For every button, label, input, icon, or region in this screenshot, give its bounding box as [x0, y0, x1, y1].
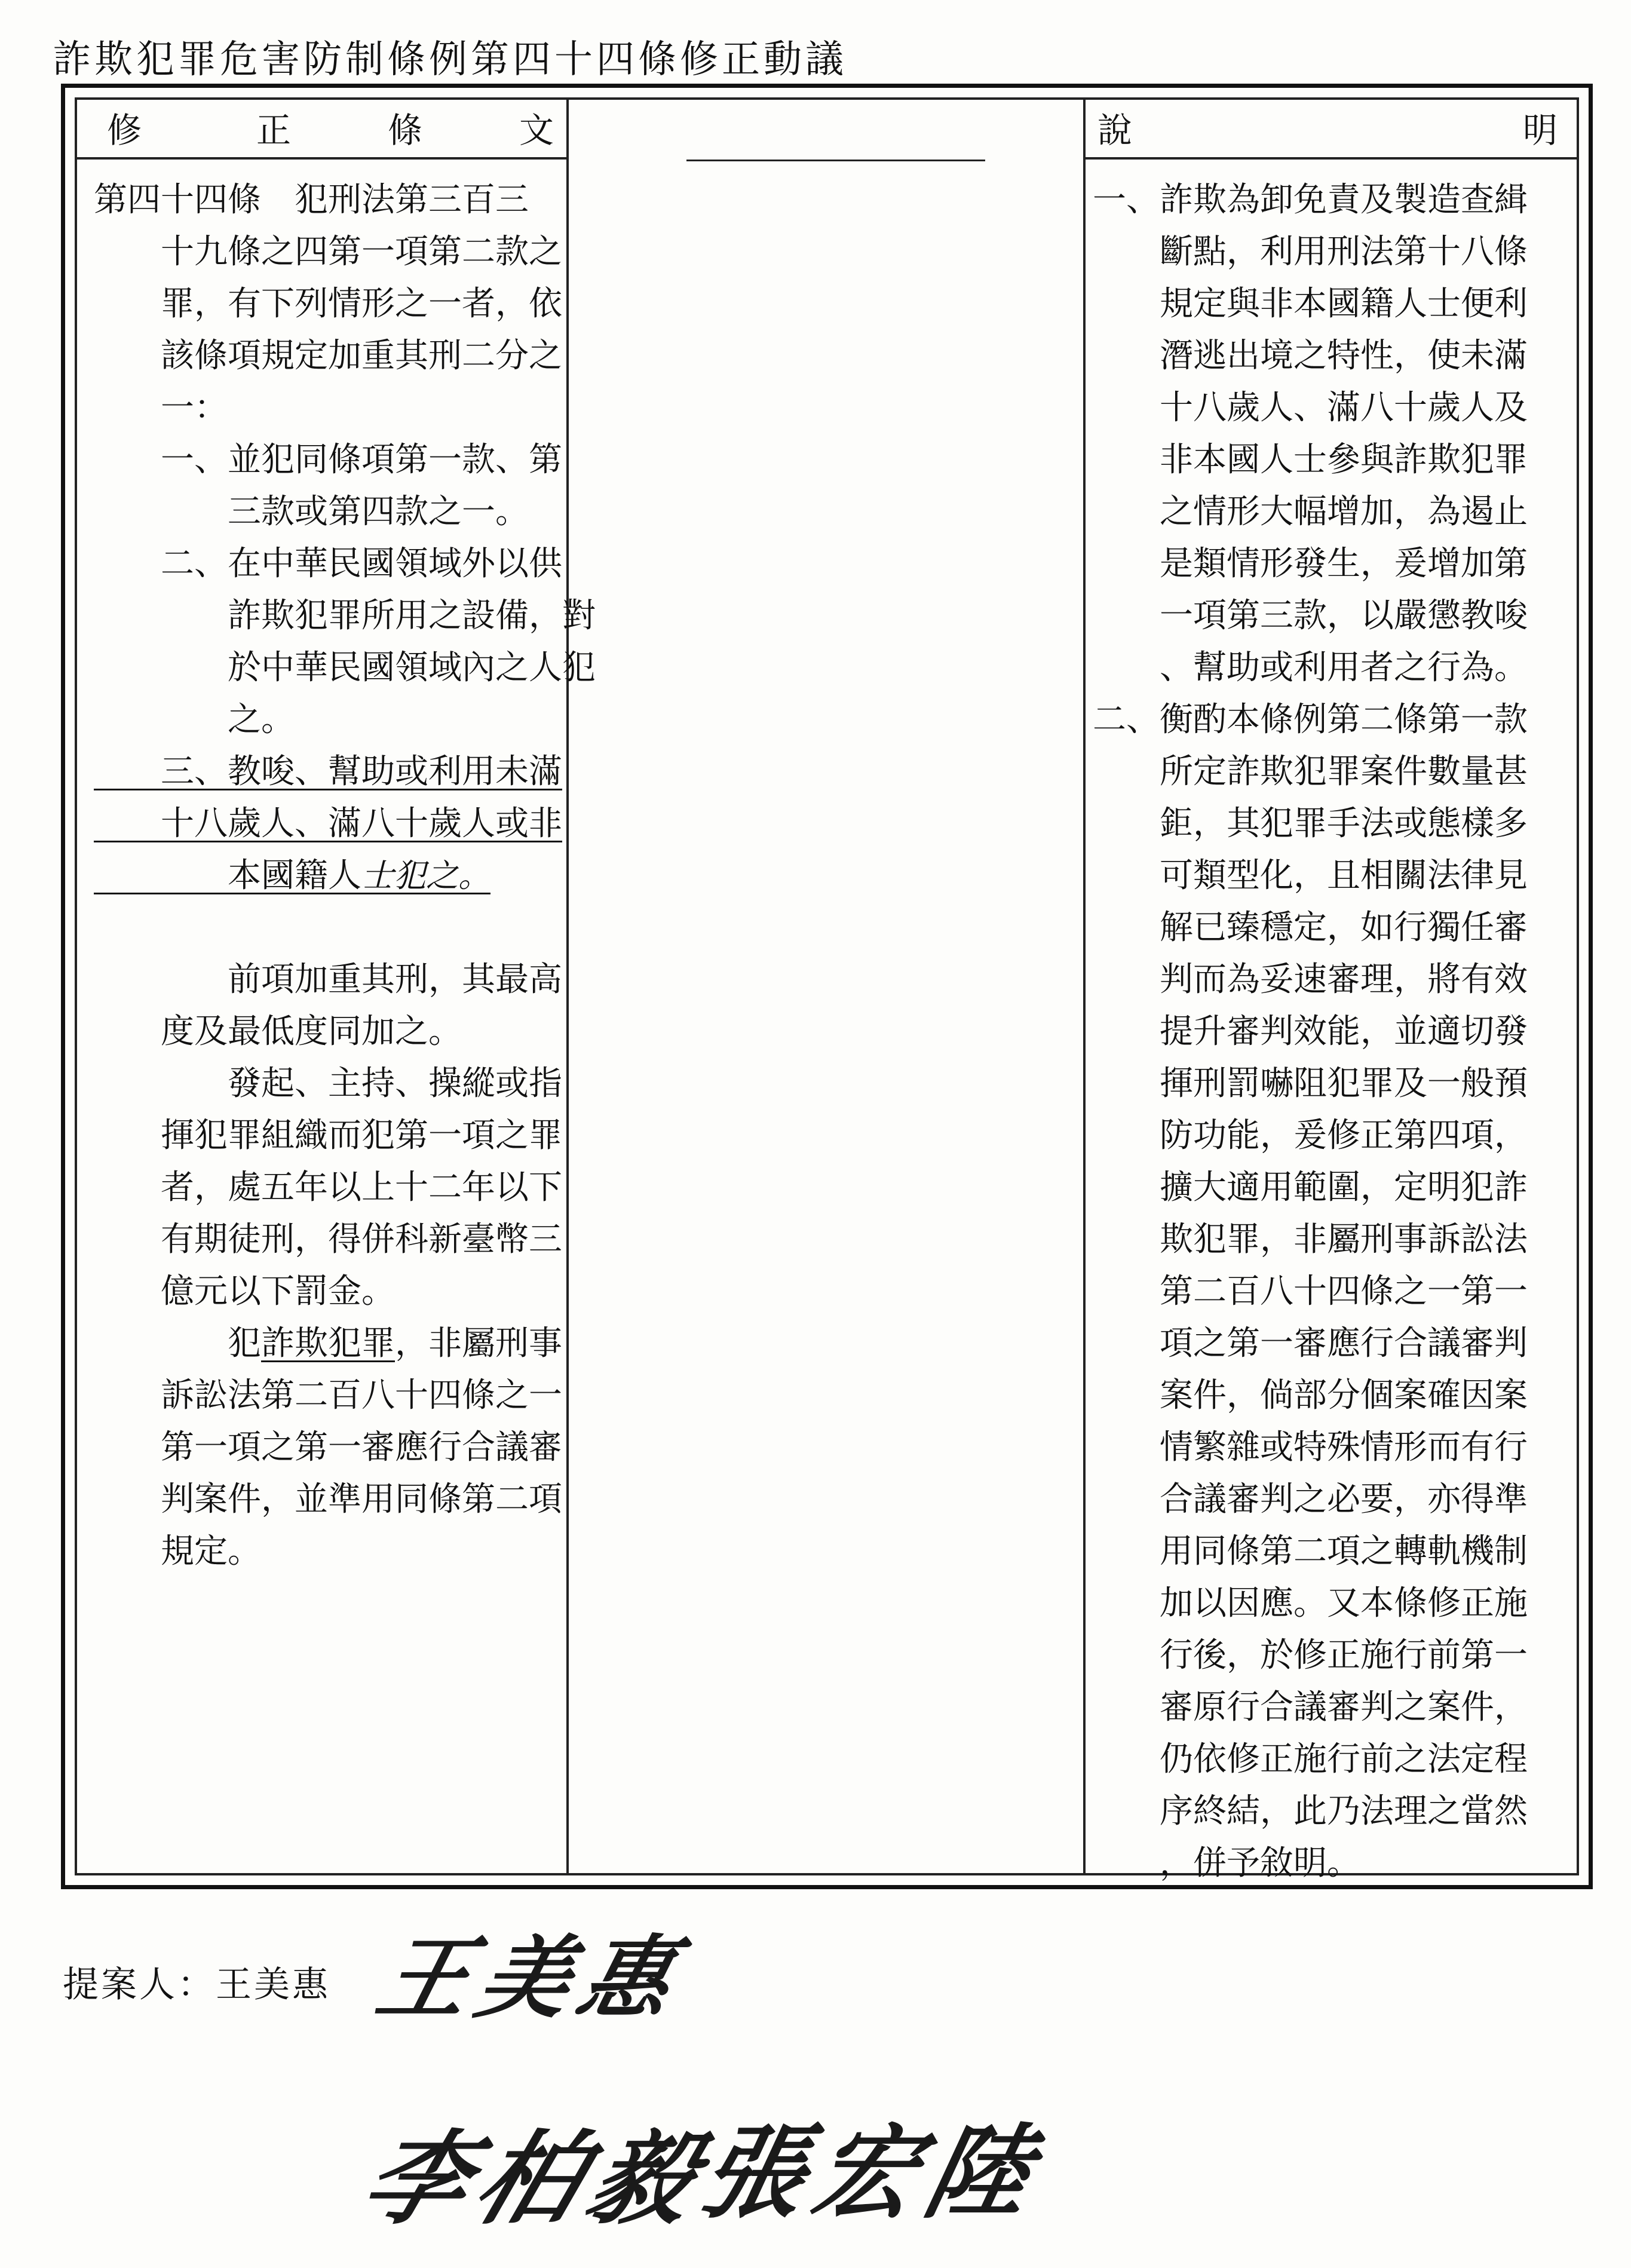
header-amend-char-3: 條: [388, 110, 423, 151]
explain-line: 非本國人士參與詐欺犯罪: [1093, 440, 1528, 479]
amend-line: 一、並犯同條項第一款、第: [94, 440, 562, 479]
explain-line: 所定詐欺犯罪案件數量甚: [1093, 752, 1528, 791]
header-amend-char-1: 修: [107, 110, 142, 151]
handwritten-insertion: 士犯之。: [361, 857, 490, 894]
amend-line-para4: [94, 1317, 596, 1369]
amend-line: 發起、主持、操縱或指: [94, 1064, 562, 1103]
explain-line: 仍依修正施行前之法定程: [1093, 1740, 1528, 1779]
para4-suffix: ，非屬刑事: [395, 1324, 562, 1363]
signature-li-bo-yi: 李柏毅: [348, 2120, 724, 2239]
explain-line: 斷點，利用刑法第十八條: [1093, 232, 1528, 271]
explain-line: 加以因應。又本條修正施: [1093, 1584, 1528, 1623]
amend-line: 之。: [94, 700, 295, 739]
amend-line: 詐欺犯罪所用之設備，對: [94, 596, 596, 635]
explain-line: 提升審判效能，並適切發: [1093, 1012, 1528, 1051]
explain-line: 序終結，此乃法理之當然: [1093, 1792, 1528, 1831]
amend-line: 三款或第四款之一。: [94, 492, 529, 531]
amend-line: 十九條之四第一項第二款之: [94, 232, 562, 271]
explain-line: 二、衡酌本條例第二條第一款: [1093, 700, 1528, 739]
header-amend-char-4: 文: [519, 110, 554, 151]
header-amend-char-2: 正: [256, 110, 292, 151]
explain-line: 用同條第二項之轉軌機制: [1093, 1532, 1528, 1571]
explain-line: 一項第三款，以嚴懲教唆: [1093, 596, 1528, 635]
table-inner-border: [75, 97, 1579, 1883]
explain-line: 案件，倘部分個案確因案: [1093, 1376, 1528, 1415]
amend-line: [94, 902, 596, 954]
explain-line: 之情形大幅增加，為遏止: [1093, 492, 1528, 531]
explain-line: 合議審判之必要，亦得準: [1093, 1480, 1528, 1519]
amendment-table: [61, 84, 1593, 1889]
explain-line: 潛逃出境之特性，使未滿: [1093, 336, 1528, 375]
explain-line: 十八歲人、滿八十歲人及: [1093, 388, 1528, 427]
amend-line: 一：: [94, 388, 228, 427]
header-explain-char-1: 說: [1097, 110, 1133, 151]
proposer-label: 提案人：王美惠: [63, 1964, 330, 2006]
amend-new-item-line: 十八歲人、滿八十歲人或非: [94, 804, 562, 843]
amend-line: 規定。: [94, 1532, 261, 1571]
amendment-column: [94, 174, 596, 1577]
explain-line: 解已臻穩定，如行獨任審: [1093, 908, 1528, 947]
amend-line: 訴訟法第二百八十四條之一: [94, 1376, 562, 1415]
amend-line: 判案件，並準用同條第二項: [94, 1480, 562, 1519]
amend-line: 有期徒刑，得併科新臺幣三: [94, 1220, 562, 1259]
explain-line: 審原行合議審判之案件，: [1093, 1688, 1528, 1727]
explain-line: 一、詐欺為卸免責及製造查緝: [1093, 180, 1528, 219]
explain-line: ，併予敘明。: [1093, 1844, 1360, 1883]
explain-line: 是類情形發生，爰增加第: [1093, 544, 1528, 583]
explain-line: 揮刑罰嚇阻犯罪及一般預: [1093, 1064, 1528, 1103]
explanation-column: [1093, 174, 1528, 1889]
amend-line: 揮犯罪組織而犯第一項之罪: [94, 1116, 562, 1155]
amend-line: 於中華民國領域內之人犯: [94, 648, 596, 687]
amend-line: 罪，有下列情形之一者，依: [94, 284, 562, 323]
amend-new-item-prefix: 本國籍人: [94, 856, 361, 895]
para4-prefix: 犯: [94, 1324, 261, 1363]
explain-line: 可類型化，且相關法律見: [1093, 856, 1528, 895]
explain-line: 欺犯罪，非屬刑事訴訟法: [1093, 1220, 1528, 1259]
para4-underlined: 詐欺犯罪: [261, 1324, 395, 1363]
amend-line: 第一項之第一審應行合議審: [94, 1428, 562, 1467]
document-title: 詐欺犯罪危害防制條例第四十四條修正動議: [53, 38, 847, 82]
amend-line: 前項加重其刑，其最高: [94, 960, 562, 999]
column-divider-2: [1083, 100, 1086, 1873]
explain-line: 擴大適用範圍，定明犯詐: [1093, 1168, 1528, 1207]
amend-new-item-last-line: [94, 850, 596, 902]
amend-line: 第四十四條 犯刑法第三百三: [94, 180, 529, 219]
amend-line: 度及最低度同加之。: [94, 1012, 462, 1051]
amend-new-item-line: 三、教唆、幫助或利用未滿: [94, 752, 562, 791]
explain-line: 判而為妥速審理，將有效: [1093, 960, 1528, 999]
explain-line: 鉅，其犯罪手法或態樣多: [1093, 804, 1528, 843]
header-divider-right: [1086, 157, 1577, 160]
amend-line: 二、在中華民國領域外以供: [94, 544, 562, 583]
header-divider-middle: [686, 160, 985, 161]
explain-line: 規定與非本國籍人士便利: [1093, 284, 1528, 323]
explain-line: 項之第一審應行合議審判: [1093, 1324, 1528, 1363]
explain-line: 情繁雜或特殊情形而有行: [1093, 1428, 1528, 1467]
header-divider-left: [77, 157, 566, 160]
amend-line: 該條項規定加重其刑二分之: [94, 336, 562, 375]
signature-wang-mei-hui: 王美惠: [367, 1927, 695, 2031]
explain-line: 行後，於修正施行前第一: [1093, 1636, 1528, 1675]
explain-line: 防功能，爰修正第四項，: [1093, 1116, 1528, 1155]
amend-line: 者，處五年以上十二年以下: [94, 1168, 562, 1207]
signature-zhang-hong-lu: 張宏陸: [690, 2114, 1053, 2233]
header-explain-char-2: 明: [1523, 110, 1558, 151]
explain-line: 第二百八十四條之一第一: [1093, 1272, 1528, 1311]
explain-line: 、幫助或利用者之行為。: [1093, 648, 1528, 687]
amend-line: 億元以下罰金。: [94, 1272, 395, 1311]
